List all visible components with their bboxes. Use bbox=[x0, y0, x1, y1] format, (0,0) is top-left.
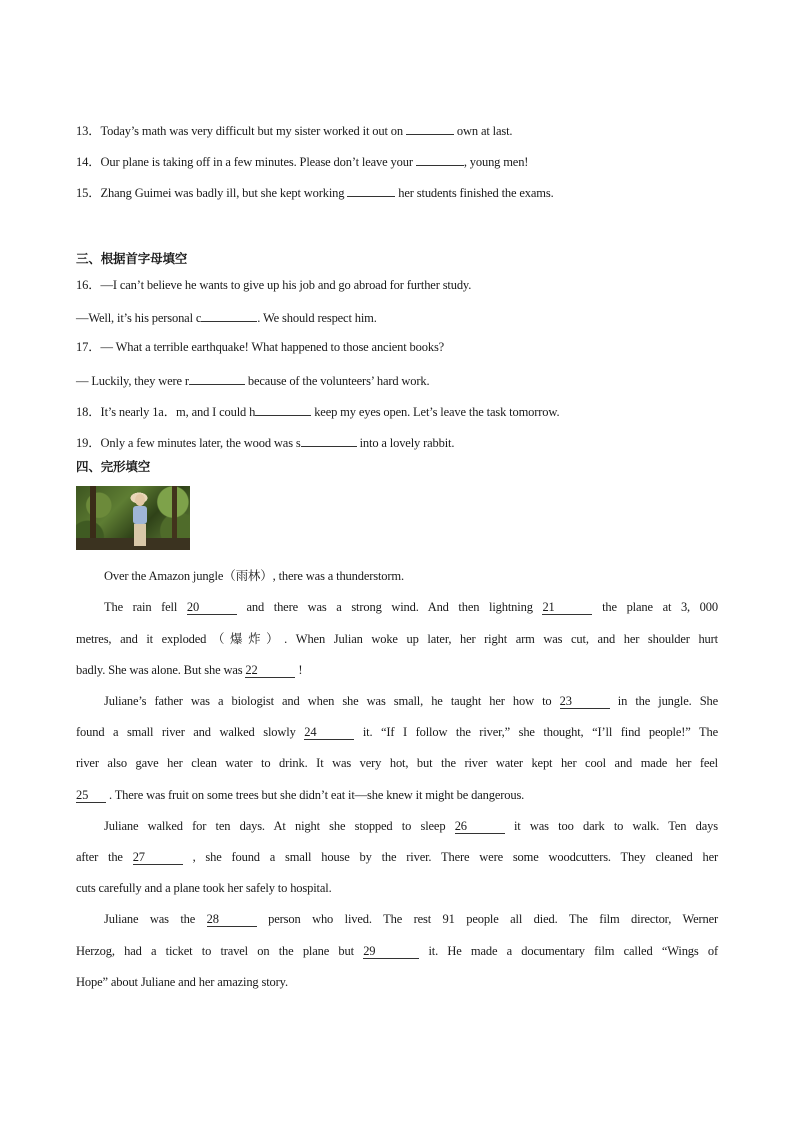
answer-blank[interactable] bbox=[347, 182, 395, 197]
answer-blank[interactable] bbox=[255, 401, 311, 416]
answer-blank[interactable] bbox=[406, 120, 454, 135]
cloze-blank-24[interactable]: 24 bbox=[304, 725, 354, 740]
passage-line: cuts carefully and a plane took her safely to hospital. bbox=[76, 881, 332, 895]
question-19: 19．Only a few minutes later, the wood was s into a lovely rabbit. bbox=[76, 432, 718, 452]
question-15: 15．Zhang Guimei was badly ill, but she kept working her students finished the exams. bbox=[76, 182, 718, 202]
passage-line: Over the Amazon jungle（雨林）, there was a thunderstorm. bbox=[104, 569, 404, 583]
cloze-blank-22[interactable]: 22 bbox=[245, 663, 295, 678]
passage-line: metres, and it exploded（爆炸）. When Julian woke up later, her right arm was cut, and her shoulder hurt bbox=[76, 632, 718, 646]
section-heading-3: 三、根据首字母填空 bbox=[76, 251, 188, 266]
passage-line: badly. She was alone. But she was 22 ! bbox=[76, 663, 303, 677]
cloze-blank-28[interactable]: 28 bbox=[207, 912, 257, 927]
cloze-blank-29[interactable]: 29 bbox=[363, 944, 419, 959]
answer-blank[interactable] bbox=[301, 432, 357, 447]
question-16-prompt: 16．—I can’t believe he wants to give up his job and go abroad for further study. bbox=[76, 278, 472, 292]
passage-line: The rain fell 20 and there was a strong wind. And then lightning 21 the plane at 3, 000 bbox=[104, 600, 718, 614]
cloze-blank-21[interactable]: 21 bbox=[542, 600, 592, 615]
passage-line: Juliane walked for ten days. At night she stopped to sleep 26 it was too dark to walk. Ten days bbox=[104, 819, 718, 833]
passage-line: Herzog, had a ticket to travel on the plane but 29 it. He made a documentary film called “Wings of bbox=[76, 944, 718, 958]
passage-line: Juliane’s father was a biologist and when she was small, he taught her how to 23 in the jungle. She bbox=[104, 694, 718, 708]
jungle-photo bbox=[76, 486, 190, 550]
answer-blank[interactable] bbox=[416, 151, 464, 166]
photo-person-body bbox=[133, 506, 147, 524]
passage-line: found a small river and walked slowly 24 it. “If I follow the river,” she thought, “I’ll find people!” The bbox=[76, 725, 719, 739]
question-16-answer: —Well, it’s his personal c . We should respect him. bbox=[76, 307, 718, 327]
photo-person-legs bbox=[134, 524, 146, 546]
passage-line: Juliane was the 28 person who lived. The rest 91 people all died. The film director, Werner bbox=[104, 912, 719, 926]
photo-person-head bbox=[135, 494, 145, 506]
section-heading-4: 四、完形填空 bbox=[76, 459, 151, 474]
question-18: 18．It’s nearly 1a．m, and I could h keep my eyes open. Let’s leave the task tomorrow. bbox=[76, 401, 718, 421]
cloze-blank-20[interactable]: 20 bbox=[187, 600, 237, 615]
cloze-blank-23[interactable]: 23 bbox=[560, 694, 610, 709]
passage-line: 25 . There was fruit on some trees but she didn’t eat it—she knew it might be dangerous. bbox=[76, 788, 525, 802]
question-13: 13．Today’s math was very difficult but my sister worked it out on own at last. bbox=[76, 120, 718, 140]
cloze-blank-27[interactable]: 27 bbox=[133, 850, 183, 865]
answer-blank[interactable] bbox=[201, 307, 257, 322]
cloze-blank-26[interactable]: 26 bbox=[455, 819, 505, 834]
passage-line: after the 27 , she found a small house by the river. There were some woodcutters. They cleaned her bbox=[76, 850, 718, 864]
photo-ground bbox=[76, 538, 190, 550]
answer-blank[interactable] bbox=[189, 370, 245, 385]
question-14: 14．Our plane is taking off in a few minutes. Please don’t leave your , young men! bbox=[76, 151, 718, 171]
question-17-prompt: 17．— What a terrible earthquake! What happened to those ancient books? bbox=[76, 340, 445, 354]
passage-line: Hope” about Juliane and her amazing story. bbox=[76, 975, 288, 989]
passage-line: river also gave her clean water to drink. It was very hot, but the river water kept her cool and made her feel bbox=[76, 756, 718, 770]
question-17-answer: — Luckily, they were r because of the volunteers’ hard work. bbox=[76, 370, 718, 390]
cloze-blank-25[interactable]: 25 bbox=[76, 788, 106, 803]
